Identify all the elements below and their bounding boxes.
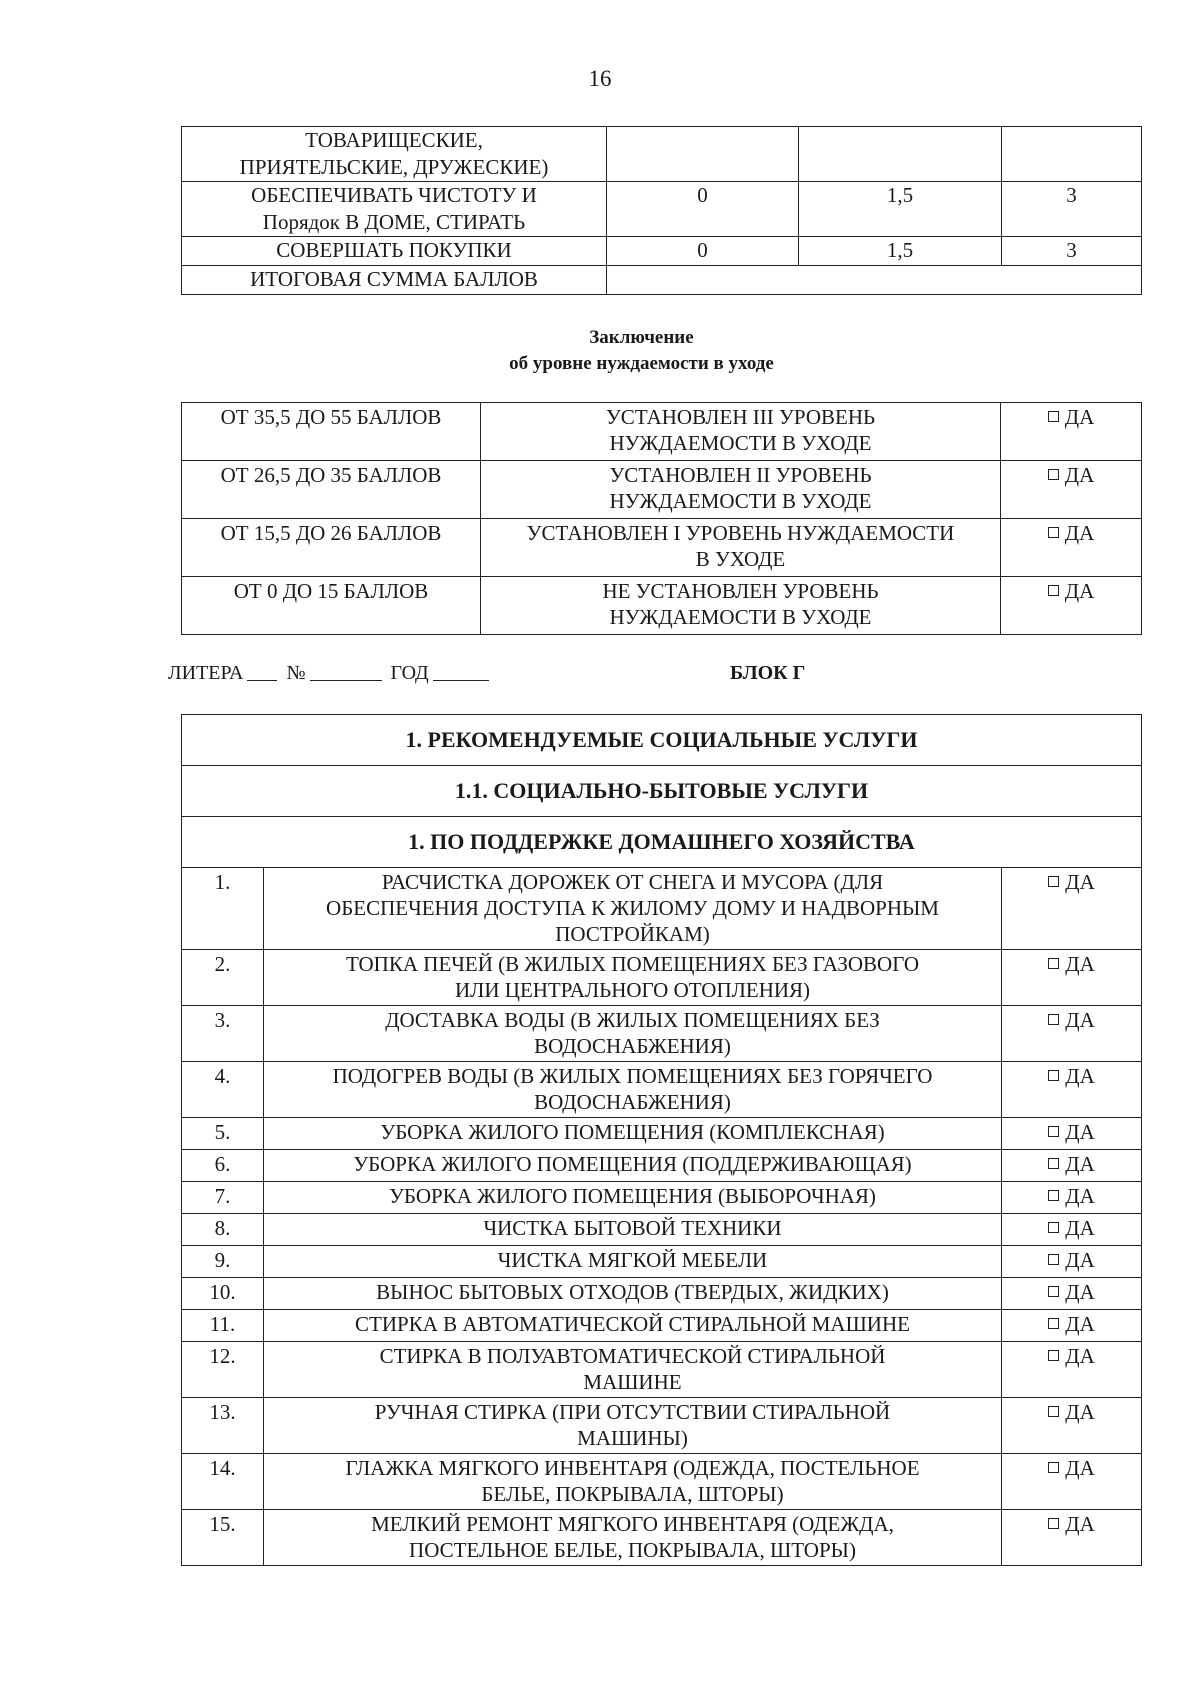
checkbox-icon[interactable] — [1048, 1190, 1059, 1201]
checkbox-label: ДА — [1065, 1120, 1095, 1144]
level-result: НЕ УСТАНОВЛЕН УРОВЕНЬ НУЖДАЕМОСТИ В УХОДЕ — [481, 577, 1001, 635]
service-checkbox[interactable] — [1002, 1510, 1142, 1566]
checkbox-label: ДА — [1064, 579, 1095, 603]
list-item — [182, 1062, 1142, 1118]
service-number: 4. — [182, 1062, 264, 1118]
list-item — [182, 1182, 1142, 1214]
service-number: 9. — [182, 1246, 264, 1278]
service-checkbox[interactable] — [1002, 1246, 1142, 1278]
service-number: 13. — [182, 1398, 264, 1454]
checkbox-icon[interactable] — [1048, 958, 1059, 969]
total-label: ИТОГОВАЯ СУММА БАЛЛОВ — [182, 266, 607, 295]
page-number: 16 — [588, 66, 612, 91]
list-item — [182, 1214, 1142, 1246]
service-heading-2: 1.1. СОЦИАЛЬНО-БЫТОВЫЕ УСЛУГИ — [182, 766, 1142, 817]
checkbox-icon[interactable] — [1048, 876, 1059, 887]
list-item — [182, 1342, 1142, 1398]
service-text: РАСЧИСТКА ДОРОЖЕК ОТ СНЕГА И МУСОРА (ДЛЯ ОБЕСПЕЧЕНИЯ ДОСТУПА К ЖИЛОМУ ДОМУ И НАДВОРНЫМ ПОСТРОЙКАМ) — [264, 868, 1002, 950]
service-checkbox[interactable] — [1002, 950, 1142, 1006]
level-range: ОТ 15,5 ДО 26 БАЛЛОВ — [182, 519, 481, 577]
checkbox-icon[interactable] — [1048, 1462, 1059, 1473]
conclusion-subtitle: об уровне нуждаемости в уходе — [509, 353, 774, 374]
service-text: ТОПКА ПЕЧЕЙ (В ЖИЛЫХ ПОМЕЩЕНИЯХ БЕЗ ГАЗОВОГО ИЛИ ЦЕНТРАЛЬНОГО ОТОПЛЕНИЯ) — [264, 950, 1002, 1006]
list-item — [182, 1150, 1142, 1182]
service-number: 10. — [182, 1278, 264, 1310]
list-item — [182, 1246, 1142, 1278]
block-title: БЛОК Г — [730, 662, 806, 684]
level-checkbox[interactable] — [1001, 519, 1142, 577]
checkbox-icon[interactable] — [1048, 1286, 1059, 1297]
checkbox-icon[interactable] — [1048, 1222, 1059, 1233]
list-item — [182, 1118, 1142, 1150]
list-item — [182, 1398, 1142, 1454]
service-checkbox[interactable] — [1002, 1342, 1142, 1398]
service-text: ДОСТАВКА ВОДЫ (В ЖИЛЫХ ПОМЕЩЕНИЯХ БЕЗ ВОДОСНАБЖЕНИЯ) — [264, 1006, 1002, 1062]
checkbox-icon[interactable] — [1048, 1070, 1059, 1081]
table-row — [182, 237, 1142, 266]
level-result: УСТАНОВЛЕН II УРОВЕНЬ НУЖДАЕМОСТИ В УХОДЕ — [481, 461, 1001, 519]
checkbox-label: ДА — [1065, 1344, 1095, 1368]
level-checkbox[interactable] — [1001, 461, 1142, 519]
checkbox-icon[interactable] — [1048, 1126, 1059, 1137]
checkbox-label: ДА — [1065, 1248, 1095, 1272]
table-row — [182, 461, 1142, 519]
service-table — [181, 714, 1142, 1566]
total-value[interactable] — [607, 266, 1142, 295]
number-blank[interactable] — [310, 662, 382, 681]
checkbox-label: ДА — [1064, 463, 1095, 487]
service-number: 14. — [182, 1454, 264, 1510]
checkbox-label: ДА — [1064, 521, 1095, 545]
level-range: ОТ 35,5 ДО 55 БАЛЛОВ — [182, 403, 481, 461]
service-number: 8. — [182, 1214, 264, 1246]
checkbox-label: ДА — [1065, 1064, 1095, 1088]
table-row — [182, 577, 1142, 635]
service-checkbox[interactable] — [1002, 1006, 1142, 1062]
score-label: ТОВАРИЩЕСКИЕ, ПРИЯТЕЛЬСКИЕ, ДРУЖЕСКИЕ) — [182, 127, 607, 182]
service-text: ВЫНОС БЫТОВЫХ ОТХОДОВ (ТВЕРДЫХ, ЖИДКИХ) — [264, 1278, 1002, 1310]
checkbox-label: ДА — [1065, 952, 1095, 976]
service-text: УБОРКА ЖИЛОГО ПОМЕЩЕНИЯ (КОМПЛЕКСНАЯ) — [264, 1118, 1002, 1150]
checkbox-label: ДА — [1065, 1512, 1095, 1536]
service-text: УБОРКА ЖИЛОГО ПОМЕЩЕНИЯ (ВЫБОРОЧНАЯ) — [264, 1182, 1002, 1214]
litera-label: ЛИТЕРА — [168, 662, 244, 684]
level-checkbox[interactable] — [1001, 577, 1142, 635]
year-blank[interactable] — [433, 662, 489, 681]
checkbox-label: ДА — [1064, 405, 1095, 429]
service-number: 11. — [182, 1310, 264, 1342]
service-text: ЧИСТКА БЫТОВОЙ ТЕХНИКИ — [264, 1214, 1002, 1246]
level-result: УСТАНОВЛЕН III УРОВЕНЬ НУЖДАЕМОСТИ В УХОДЕ — [481, 403, 1001, 461]
checkbox-icon[interactable] — [1048, 411, 1059, 422]
level-result: УСТАНОВЛЕН I УРОВЕНЬ НУЖДАЕМОСТИ В УХОДЕ — [481, 519, 1001, 577]
service-text: СТИРКА В ПОЛУАВТОМАТИЧЕСКОЙ СТИРАЛЬНОЙ МАШИНЕ — [264, 1342, 1002, 1398]
score-value-2: 3 — [1002, 237, 1142, 266]
service-text: ГЛАЖКА МЯГКОГО ИНВЕНТАРЯ (ОДЕЖДА, ПОСТЕЛЬНОЕ БЕЛЬЕ, ПОКРЫВАЛА, ШТОРЫ) — [264, 1454, 1002, 1510]
service-number: 2. — [182, 950, 264, 1006]
checkbox-icon[interactable] — [1048, 1518, 1059, 1529]
score-value-1: 1,5 — [799, 182, 1002, 237]
service-checkbox[interactable] — [1002, 1214, 1142, 1246]
service-number: 5. — [182, 1118, 264, 1150]
service-text: СТИРКА В АВТОМАТИЧЕСКОЙ СТИРАЛЬНОЙ МАШИНЕ — [264, 1310, 1002, 1342]
year-label: ГОД — [390, 662, 429, 684]
checkbox-label: ДА — [1065, 1312, 1095, 1336]
checkbox-label: ДА — [1065, 1280, 1095, 1304]
checkbox-icon[interactable] — [1048, 1254, 1059, 1265]
list-item — [182, 1454, 1142, 1510]
list-item — [182, 1278, 1142, 1310]
service-number: 7. — [182, 1182, 264, 1214]
score-value-1: 1,5 — [799, 237, 1002, 266]
service-checkbox[interactable] — [1002, 1118, 1142, 1150]
level-range: ОТ 0 ДО 15 БАЛЛОВ — [182, 577, 481, 635]
service-heading-3: 1. ПО ПОДДЕРЖКЕ ДОМАШНЕГО ХОЗЯЙСТВА — [182, 817, 1142, 868]
score-value-2 — [1002, 127, 1142, 182]
checkbox-icon[interactable] — [1048, 1350, 1059, 1361]
list-item — [182, 868, 1142, 950]
service-checkbox[interactable] — [1002, 868, 1142, 950]
service-checkbox[interactable] — [1002, 1150, 1142, 1182]
litera-blank[interactable] — [247, 662, 277, 681]
score-table — [181, 126, 1142, 295]
list-item — [182, 1006, 1142, 1062]
service-text: ЧИСТКА МЯГКОЙ МЕБЕЛИ — [264, 1246, 1002, 1278]
service-checkbox[interactable] — [1002, 1278, 1142, 1310]
checkbox-icon[interactable] — [1048, 585, 1059, 596]
checkbox-label: ДА — [1065, 1184, 1095, 1208]
service-text: ПОДОГРЕВ ВОДЫ (В ЖИЛЫХ ПОМЕЩЕНИЯХ БЕЗ ГОРЯЧЕГО ВОДОСНАБЖЕНИЯ) — [264, 1062, 1002, 1118]
number-label: № — [286, 662, 306, 684]
list-item — [182, 950, 1142, 1006]
service-number: 6. — [182, 1150, 264, 1182]
service-number: 1. — [182, 868, 264, 950]
checkbox-label: ДА — [1065, 870, 1095, 894]
table-row — [182, 182, 1142, 237]
litera-line — [168, 662, 493, 685]
checkbox-icon[interactable] — [1048, 527, 1059, 538]
checkbox-icon[interactable] — [1048, 1158, 1059, 1169]
service-text: РУЧНАЯ СТИРКА (ПРИ ОТСУТСТВИИ СТИРАЛЬНОЙ МАШИНЫ) — [264, 1398, 1002, 1454]
score-value-0: 0 — [607, 182, 799, 237]
table-row — [182, 403, 1142, 461]
score-label: ОБЕСПЕЧИВАТЬ ЧИСТОТУ И Порядок В ДОМЕ, СТИРАТЬ — [182, 182, 607, 237]
checkbox-icon[interactable] — [1048, 1406, 1059, 1417]
checkbox-label: ДА — [1065, 1008, 1095, 1032]
level-range: ОТ 26,5 ДО 35 БАЛЛОВ — [182, 461, 481, 519]
service-checkbox[interactable] — [1002, 1062, 1142, 1118]
checkbox-label: ДА — [1065, 1152, 1095, 1176]
service-number: 3. — [182, 1006, 264, 1062]
checkbox-icon[interactable] — [1048, 469, 1059, 480]
score-value-0 — [607, 127, 799, 182]
conclusion-title: Заключение — [589, 327, 694, 348]
score-value-2: 3 — [1002, 182, 1142, 237]
score-label: СОВЕРШАТЬ ПОКУПКИ — [182, 237, 607, 266]
table-row — [182, 266, 1142, 295]
service-checkbox[interactable] — [1002, 1182, 1142, 1214]
service-text: УБОРКА ЖИЛОГО ПОМЕЩЕНИЯ (ПОДДЕРЖИВАЮЩАЯ) — [264, 1150, 1002, 1182]
service-checkbox[interactable] — [1002, 1310, 1142, 1342]
service-number: 15. — [182, 1510, 264, 1566]
checkbox-label: ДА — [1065, 1400, 1095, 1424]
checkbox-label: ДА — [1065, 1456, 1095, 1480]
need-level-table — [181, 402, 1142, 635]
level-checkbox[interactable] — [1001, 403, 1142, 461]
checkbox-icon[interactable] — [1048, 1014, 1059, 1025]
list-item — [182, 1310, 1142, 1342]
list-item — [182, 1510, 1142, 1566]
score-value-0: 0 — [607, 237, 799, 266]
service-heading-1: 1. РЕКОМЕНДУЕМЫЕ СОЦИАЛЬНЫЕ УСЛУГИ — [182, 715, 1142, 766]
service-text: МЕЛКИЙ РЕМОНТ МЯГКОГО ИНВЕНТАРЯ (ОДЕЖДА, ПОСТЕЛЬНОЕ БЕЛЬЕ, ПОКРЫВАЛА, ШТОРЫ) — [264, 1510, 1002, 1566]
score-value-1 — [799, 127, 1002, 182]
service-number: 12. — [182, 1342, 264, 1398]
table-row — [182, 127, 1142, 182]
service-checkbox[interactable] — [1002, 1454, 1142, 1510]
service-checkbox[interactable] — [1002, 1398, 1142, 1454]
checkbox-label: ДА — [1065, 1216, 1095, 1240]
checkbox-icon[interactable] — [1048, 1318, 1059, 1329]
table-row — [182, 519, 1142, 577]
